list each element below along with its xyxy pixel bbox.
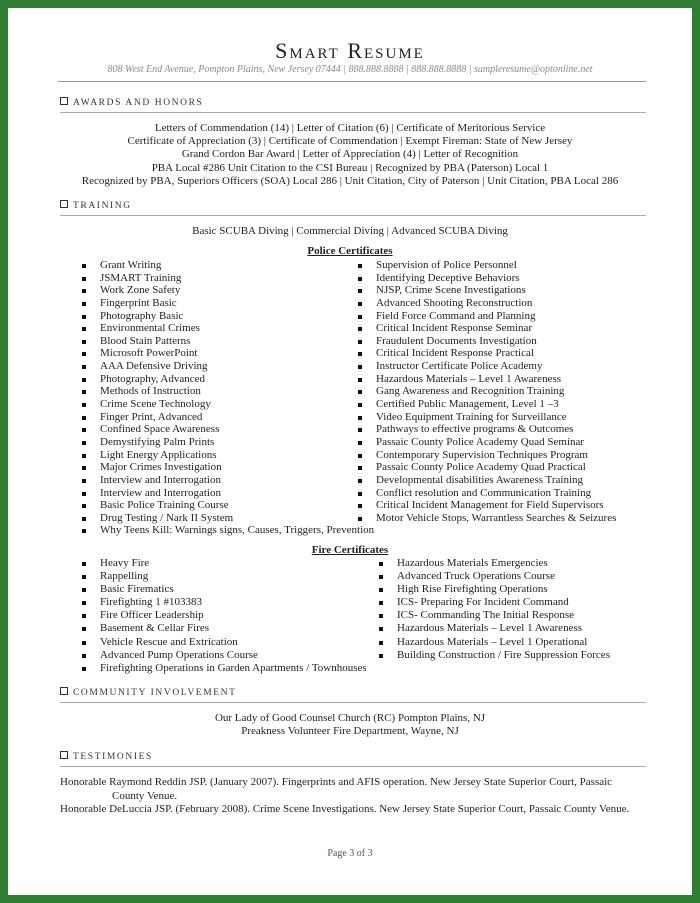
community-heading-text: COMMUNITY INVOLVEMENT <box>73 688 237 698</box>
checkbox-square-icon <box>60 751 68 759</box>
certificate-list-item: Conflict resolution and Communication Training <box>356 487 616 500</box>
checkbox-square-icon <box>60 200 68 208</box>
certificate-list-item: Gang Awareness and Recognition Training <box>356 385 616 398</box>
certificate-list-item: Passaic County Police Academy Quad Practical <box>356 461 616 474</box>
certificate-list-item: Hazardous Materials – Level 1 Awareness <box>377 622 610 635</box>
checkbox-square-icon <box>60 687 68 695</box>
certificate-list-item: Firefighting 1 #103383 <box>80 596 367 609</box>
certificate-list-item: ICS- Commanding The Initial Response <box>377 609 610 622</box>
award-line: Grand Cordon Bar Award | Letter of Appreciation (4) | Letter of Recognition <box>181 148 519 161</box>
certificate-list-item: Work Zone Safety <box>80 284 374 297</box>
section-community-heading <box>60 687 237 698</box>
certificate-list-item: Building Construction / Fire Suppression Forces <box>377 649 610 662</box>
certificate-list-item: Hazardous Materials – Level 1 Awareness <box>356 373 616 386</box>
certificate-list-item: Contemporary Supervision Techniques Program <box>356 449 616 462</box>
certificate-list-item: Major Crimes Investigation <box>80 461 374 474</box>
certificate-list-item: Environmental Crimes <box>80 322 374 335</box>
certificate-list-item: Demystifying Palm Prints <box>80 436 374 449</box>
certificate-list-item: Instructor Certificate Police Academy <box>356 360 616 373</box>
police-certificates-heading: Police Certificates <box>307 245 393 257</box>
resume-title: Smart Resume <box>275 38 425 63</box>
certificate-list-item: JSMART Training <box>80 272 374 285</box>
certificate-list-item: NJSP, Crime Scene Investigations <box>356 284 616 297</box>
award-line: Letters of Commendation (14) | Letter of Citation (6) | Certificate of Meritorious Service <box>154 122 546 134</box>
certificate-list-item: Developmental disabilities Awareness Training <box>356 474 616 487</box>
community-line: Preakness Volunteer Fire Department, Wayne, NJ <box>241 725 459 738</box>
certificate-list-item: AAA Defensive Driving <box>80 360 374 373</box>
testimony-entry-continuation: County Venue. <box>112 789 178 802</box>
certificate-list-item: Critical Incident Management for Field Supervisors <box>356 499 616 512</box>
contact-line: 808 West End Avenue, Pompton Plains, New Jersey 07444 | 888.888.8888 | 888.888.8888 | sampleresume@optonline.net <box>107 64 593 75</box>
certificate-list-item: Fraudulent Documents Investigation <box>356 335 616 348</box>
certificate-list-item: Motor Vehicle Stops, Warrantless Searches & Seizures <box>356 512 616 525</box>
certificate-list-item: Crime Scene Technology <box>80 398 374 411</box>
training-divider <box>60 215 646 216</box>
testimonies-divider <box>60 766 646 767</box>
certificate-list-item: Grant Writing <box>80 259 374 272</box>
checkbox-square-icon <box>60 97 68 105</box>
certificate-list-item: Drug Testing / Nark II System <box>80 512 374 525</box>
certificate-list-item: Advanced Pump Operations Course <box>80 649 367 662</box>
award-line: Certificate of Appreciation (3) | Certificate of Commendation | Exempt Fireman: State of New Jersey <box>127 135 573 148</box>
certificate-list-item: Interview and Interrogation <box>80 474 374 487</box>
awards-list <box>8 122 692 188</box>
certificate-list-item: Basic Firematics <box>80 583 367 596</box>
community-divider <box>60 702 646 703</box>
certificate-list-item: Firefighting Operations in Garden Apartments / Townhouses <box>80 662 367 675</box>
award-line: PBA Local #286 Unit Citation to the CSI Bureau | Recognized by PBA (Paterson) Local 1 <box>151 161 549 174</box>
certificate-list-item: Methods of Instruction <box>80 385 374 398</box>
certificate-list-item: Confined Space Awareness <box>80 423 374 436</box>
awards-heading-text: AWARDS AND HONORS <box>73 98 204 108</box>
certificate-list-item: Light Energy Applications <box>80 449 374 462</box>
certificate-list-item: Fingerprint Basic <box>80 297 374 310</box>
certificate-list-item: Photography, Advanced <box>80 373 374 386</box>
resume-page <box>8 8 692 895</box>
certificate-list-item: Basement & Cellar Fires <box>80 622 367 635</box>
certificate-list-item: Critical Incident Response Seminar <box>356 322 616 335</box>
testimonies-list <box>60 776 646 817</box>
community-list <box>8 712 692 738</box>
certificate-list-item: Hazardous Materials – Level 1 Operational <box>377 636 610 649</box>
section-testimonies-heading <box>60 751 153 762</box>
page-number: Page 3 of 3 <box>327 848 373 859</box>
certificate-list-item: Basic Police Training Course <box>80 499 374 512</box>
certificate-list-item: Passaic County Police Academy Quad Seminar <box>356 436 616 449</box>
certificate-list-item: Fire Officer Leadership <box>80 609 367 622</box>
certificate-list-item: High Rise Firefighting Operations <box>377 583 610 596</box>
certificate-list-item: Certified Public Management, Level 1 –3 <box>356 398 616 411</box>
certificate-list-item: Heavy Fire <box>80 557 367 570</box>
certificate-list-item: Hazardous Materials Emergencies <box>377 557 610 570</box>
fire-certificates-right <box>377 557 610 662</box>
certificate-list-item: Advanced Truck Operations Course <box>377 570 610 583</box>
testimony-entry: Honorable DeLuccia JSP. (February 2008). Crime Scene Investigations. New Jersey State Superior Court, Passaic County Venue. <box>60 803 630 815</box>
fire-certificates-heading: Fire Certificates <box>311 544 389 556</box>
diving-line: Basic SCUBA Diving | Commercial Diving | Advanced SCUBA Diving <box>192 225 508 237</box>
section-training-heading <box>60 200 132 211</box>
testimonies-heading-text: TESTIMONIES <box>73 752 153 762</box>
police-certificates-left <box>80 259 374 537</box>
certificate-list-item: Identifying Deceptive Behaviors <box>356 272 616 285</box>
certificate-list-item: Rappelling <box>80 570 367 583</box>
community-line: Our Lady of Good Counsel Church (RC) Pompton Plains, NJ <box>214 712 486 724</box>
testimony-entry-line: Honorable Raymond Reddin JSP. (January 2007). Fingerprints and AFIS operation. New Jersey State Superior Court, Passaic <box>60 776 613 788</box>
award-line: Recognized by PBA, Superiors Officers (SOA) Local 286 | Unit Citation, City of Paterson | Unit Citation, PBA Local 286 <box>81 174 619 187</box>
fire-certificates-left <box>80 557 367 675</box>
certificate-list-item: Why Teens Kill: Warnings signs, Causes, Triggers, Prevention <box>80 524 374 537</box>
certificate-list-item: Interview and Interrogation <box>80 487 374 500</box>
certificate-list-item: Microsoft PowerPoint <box>80 347 374 360</box>
police-certificates-right <box>356 259 616 524</box>
section-awards-heading <box>60 97 203 108</box>
training-heading-text: TRAINING <box>73 201 132 211</box>
certificate-list-item: Pathways to effective programs & Outcomes <box>356 423 616 436</box>
certificate-list-item: Vehicle Rescue and Extrication <box>80 636 367 649</box>
certificate-list-item: ICS- Preparing For Incident Command <box>377 596 610 609</box>
awards-divider <box>60 112 646 113</box>
certificate-list-item: Critical Incident Response Practical <box>356 347 616 360</box>
certificate-list-item: Finger Print, Advanced <box>80 411 374 424</box>
certificate-list-item: Video Equipment Training for Surveillance <box>356 411 616 424</box>
certificate-list-item: Supervision of Police Personnel <box>356 259 616 272</box>
certificate-list-item: Advanced Shooting Reconstruction <box>356 297 616 310</box>
certificate-list-item: Blood Stain Patterns <box>80 335 374 348</box>
certificate-list-item: Field Force Command and Planning <box>356 310 616 323</box>
certificate-list-item: Photography Basic <box>80 310 374 323</box>
header-divider <box>58 81 646 82</box>
